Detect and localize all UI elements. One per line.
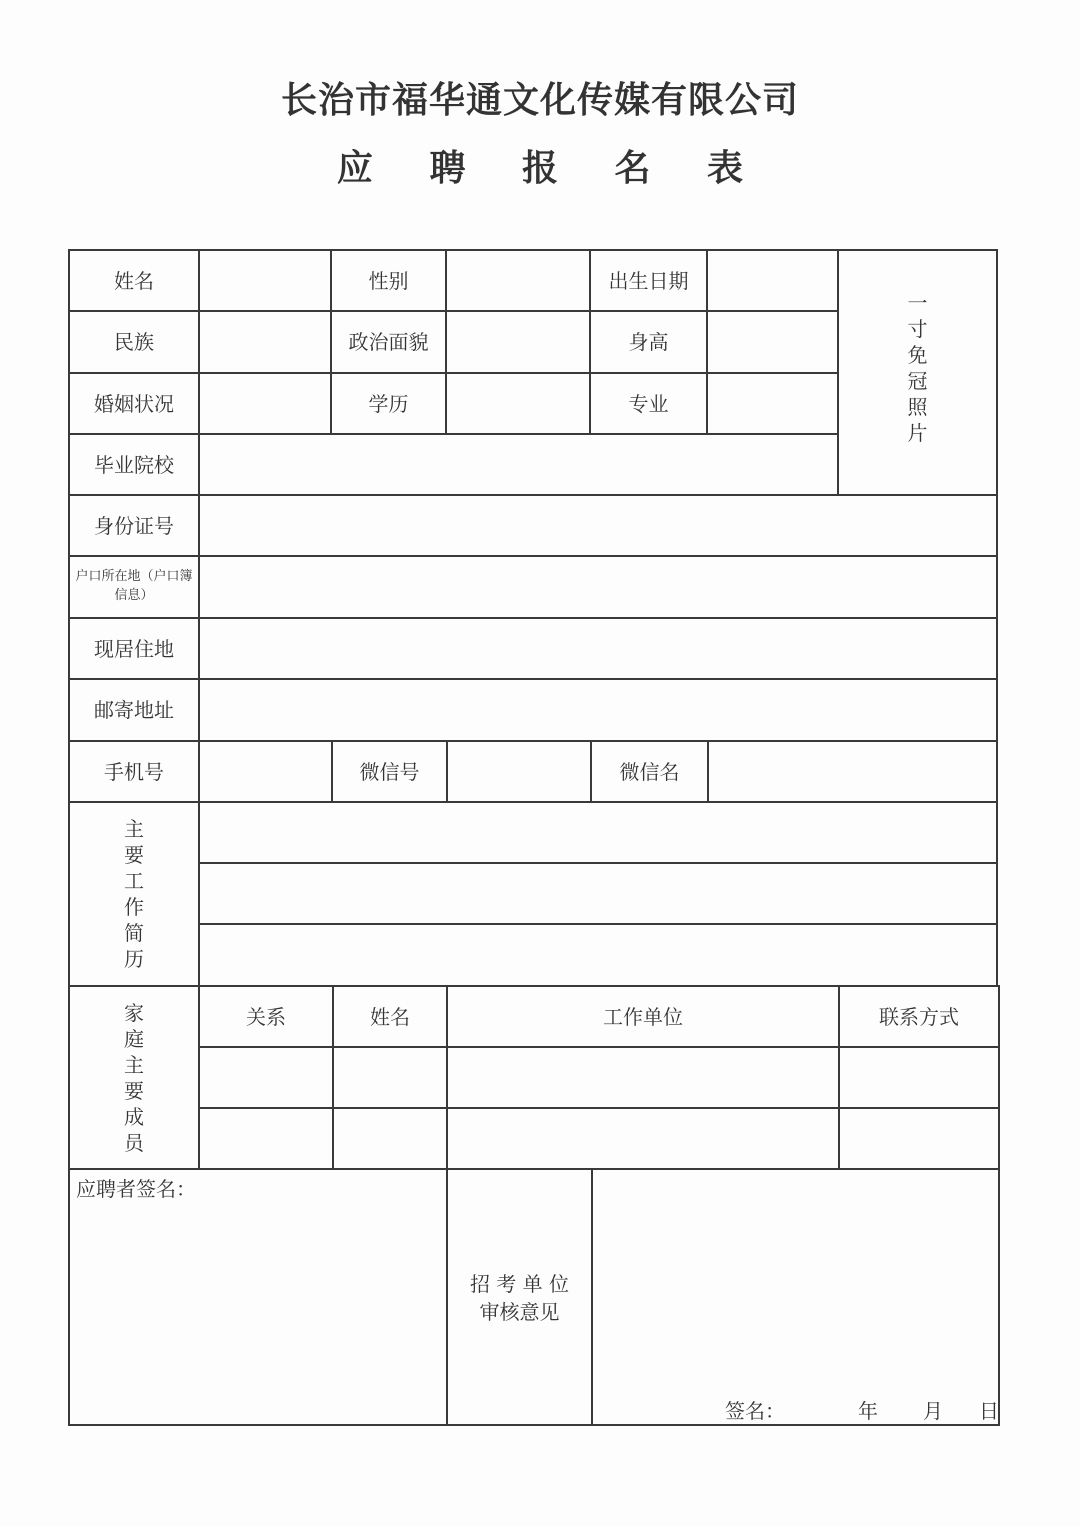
family-header-contact: 联系方式: [879, 1004, 959, 1029]
marital-status-label: 婚姻状况: [94, 391, 174, 416]
mailing-address-label: 邮寄地址: [94, 698, 174, 722]
education-field[interactable]: [447, 374, 589, 433]
photo-char: 冠: [907, 369, 928, 393]
work-history-row[interactable]: [200, 925, 996, 985]
work-history-char: 历: [124, 947, 144, 971]
wechat-name-field[interactable]: [709, 742, 996, 801]
family-char: 要: [124, 1078, 144, 1103]
ethnicity-label: 民族: [114, 330, 154, 354]
family-name-field[interactable]: [334, 1109, 446, 1168]
gender-field[interactable]: [447, 251, 589, 310]
political-status-field[interactable]: [447, 312, 589, 372]
residence-field[interactable]: [200, 619, 996, 678]
family-header-name: 姓名: [370, 1004, 410, 1029]
education-label: 学历: [368, 391, 409, 416]
phone-field[interactable]: [200, 742, 331, 801]
family-char: 员: [124, 1130, 144, 1155]
name-label: 姓名: [114, 268, 154, 293]
family-contact-field[interactable]: [840, 1109, 998, 1168]
id-number-field[interactable]: [200, 496, 996, 555]
work-history-char: 作: [124, 895, 144, 919]
photo-char: 照: [907, 395, 928, 419]
review-opinion-box[interactable]: [593, 1170, 998, 1424]
work-history-char: 简: [124, 921, 144, 945]
photo-char: 一: [907, 291, 928, 315]
work-history-char: 工: [124, 869, 144, 893]
school-field[interactable]: [200, 435, 837, 494]
height-label: 身高: [628, 330, 669, 354]
work-history-char: 主: [124, 817, 144, 841]
wechat-id-field[interactable]: [448, 742, 590, 801]
family-header-workplace: 工作单位: [603, 1004, 683, 1029]
hukou-field[interactable]: [200, 557, 996, 617]
photo-char: 片: [907, 421, 928, 445]
review-label: [448, 1268, 591, 1328]
applicant-signature-label: 应聘者签名：: [76, 1177, 196, 1201]
review-label-line2: 审核意见: [479, 1300, 560, 1324]
family-header-relation: 关系: [246, 1004, 286, 1029]
political-status-label: 政治面貌: [348, 330, 429, 354]
phone-label: 手机号: [104, 759, 164, 784]
family-relation-field[interactable]: [200, 1048, 332, 1107]
wechat-id-label: 微信号: [359, 759, 420, 784]
photo-box[interactable]: [839, 290, 996, 460]
form-title: 应 聘 报 名 表: [336, 148, 766, 189]
school-label: 毕业院校: [94, 452, 174, 477]
id-number-label: 身份证号: [94, 513, 174, 538]
review-label-line1: 招 考 单 位: [469, 1272, 570, 1296]
name-field[interactable]: [200, 251, 330, 310]
height-field[interactable]: [708, 312, 837, 372]
work-history-row[interactable]: [200, 864, 996, 923]
major-field[interactable]: [708, 374, 837, 433]
family-char: 主: [124, 1052, 144, 1077]
ethnicity-field[interactable]: [200, 312, 330, 372]
photo-char: 免: [907, 343, 928, 367]
photo-char: 寸: [907, 317, 928, 341]
family-relation-field[interactable]: [200, 1109, 332, 1168]
date-day-label: 日: [979, 1399, 999, 1423]
birth-date-label: 出生日期: [608, 268, 689, 293]
date-month-label: 月: [923, 1399, 943, 1423]
hukou-label: 户口所在地（户口簿信息）: [75, 569, 193, 603]
major-label: 专业: [628, 391, 669, 416]
family-char: 庭: [124, 1026, 144, 1051]
family-workplace-field[interactable]: [448, 1048, 838, 1107]
work-history-char: 要: [124, 843, 144, 867]
family-char: 成: [124, 1104, 144, 1129]
family-name-field[interactable]: [334, 1048, 446, 1107]
reviewer-sign-label: 签名：: [725, 1399, 785, 1423]
family-workplace-field[interactable]: [448, 1109, 838, 1168]
wechat-name-label: 微信名: [619, 759, 680, 784]
gender-label: 性别: [368, 268, 409, 293]
applicant-signature-box[interactable]: [70, 1170, 446, 1424]
company-name: 长治市福华通文化传媒有限公司: [280, 80, 799, 121]
family-char: 家: [124, 1000, 144, 1025]
residence-label: 现居住地: [94, 636, 174, 661]
work-history-row[interactable]: [200, 803, 996, 862]
marital-status-field[interactable]: [200, 374, 330, 433]
date-year-label: 年: [858, 1399, 878, 1423]
family-contact-field[interactable]: [840, 1048, 998, 1107]
birth-date-field[interactable]: [708, 251, 837, 310]
work-history-label: [70, 803, 198, 985]
mailing-address-field[interactable]: [200, 680, 996, 740]
family-label: [70, 987, 198, 1168]
